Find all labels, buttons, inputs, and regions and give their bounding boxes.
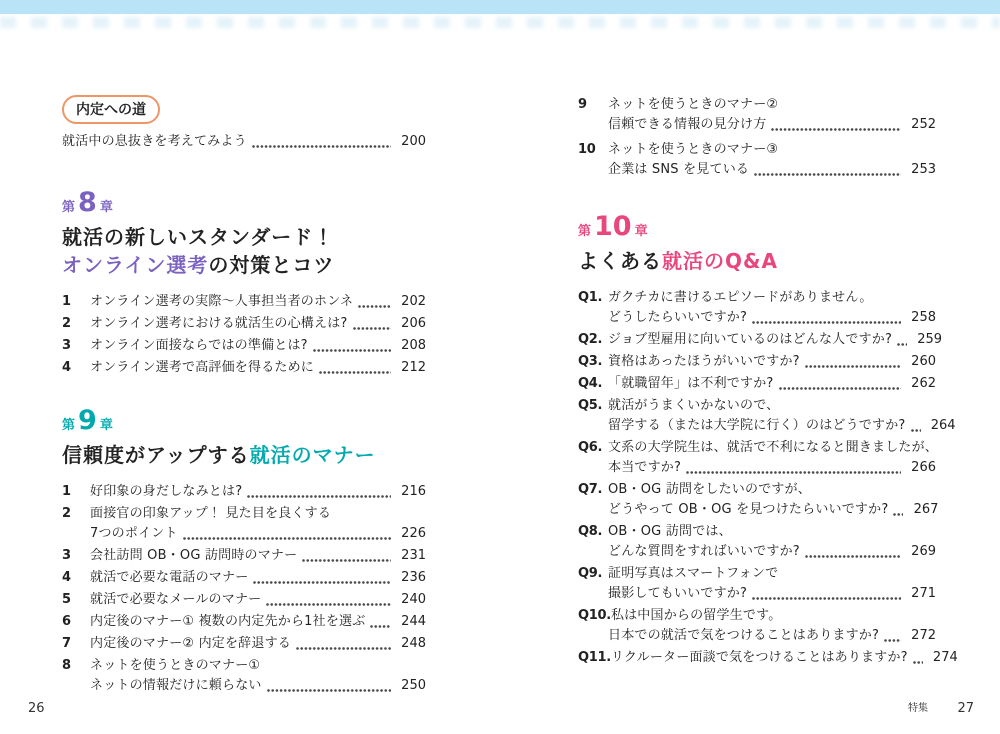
entry-title: 内定後のマナー② 内定を辞退する [90, 636, 291, 651]
entry-title: 資格はあったほうがいいですか? [608, 354, 800, 369]
entry-title: 撮影してもいいですか? [608, 586, 748, 601]
dot-leader [779, 387, 901, 390]
dot-leader [752, 597, 901, 600]
toc-entry [578, 374, 936, 394]
entry-page: 272 [911, 628, 936, 643]
entry-page: 264 [930, 418, 956, 433]
chapter-prefix: 第 [62, 200, 76, 215]
entry-title: 私は中国からの留学生です。 [610, 608, 782, 623]
entry-page: 231 [401, 548, 426, 563]
toc-entry [578, 330, 943, 350]
entry-line [578, 140, 936, 160]
entry-line [578, 564, 936, 584]
toc-entry [578, 95, 936, 135]
entry-title: 就活がうまくいかないので、 [608, 398, 780, 413]
dot-leader [302, 559, 391, 562]
toc-entry [62, 358, 426, 378]
entry-number: Q2. [578, 332, 603, 347]
entry-line [62, 656, 426, 676]
entry-page: 271 [911, 586, 936, 601]
dot-leader [754, 173, 901, 176]
entry-indent [578, 500, 608, 520]
entry-title: どうやって OB・OG を見つけたらいいですか? [608, 502, 889, 517]
entry-number: Q1. [578, 290, 603, 305]
chapter-number: 10 [594, 211, 632, 242]
dot-leader [267, 689, 391, 692]
toc-entry [578, 396, 956, 436]
chapter-suffix: 章 [99, 200, 113, 215]
entry-number: 3 [62, 338, 72, 353]
entry-line [578, 542, 936, 562]
dot-leader [253, 581, 391, 584]
toc-entry [578, 522, 936, 562]
dot-leader [805, 365, 901, 368]
entry-line [578, 95, 936, 115]
dot-leader [686, 471, 901, 474]
entry-number: Q7. [578, 482, 603, 497]
entry-number: 7 [62, 636, 72, 651]
entry-line [578, 584, 936, 604]
chapter-title-text: 就活の新しいスタンダード！ [62, 225, 335, 249]
entry-line [578, 288, 936, 308]
entry-page: 244 [401, 614, 426, 629]
entry-title: 証明写真はスマートフォンで [608, 566, 779, 581]
toc-entry [578, 352, 936, 372]
entry-line [578, 458, 936, 478]
entry-indent [578, 416, 608, 436]
section-badge: 内定への道 [62, 95, 160, 124]
entry-line [62, 524, 426, 544]
chapter-title-line1 [62, 223, 426, 251]
chapter-title-text: の対策とコツ [208, 253, 335, 277]
entry-title: オンライン選考の実際〜人事担当者のホンネ [90, 294, 354, 309]
entry-line [578, 626, 936, 646]
entry-page: 216 [401, 484, 426, 499]
toc-entry [62, 314, 426, 334]
entry-title: 信頼できる情報の見分け方 [608, 117, 767, 132]
page-top-band [0, 0, 1000, 14]
entry-title: 留学する（または大学院に行く）のはどうですか? [608, 418, 906, 433]
entry-title: リクルーター面談で気をつけることはありますか? [610, 650, 908, 665]
entry-indent [578, 584, 608, 604]
toc-entry [578, 438, 939, 478]
chapter-title-accent: オンライン選考 [62, 253, 209, 277]
entry-number: 4 [62, 570, 72, 585]
toc-entry [62, 504, 426, 544]
chapter-title-line2 [62, 251, 426, 279]
toc-entry [62, 590, 426, 610]
chapter-label [578, 212, 936, 247]
entry-title: ガクチカに書けるエピソードがありません。 [608, 290, 873, 305]
entry-title: 就活中の息抜きを考えてみよう [62, 134, 247, 149]
chapter-10-section [578, 211, 958, 668]
entry-number: 5 [62, 592, 72, 607]
dot-leader [897, 343, 907, 346]
chapter-title-accent: 就活のマナー [249, 443, 376, 467]
chapter-8-section [62, 188, 426, 378]
chapter-label [62, 406, 426, 441]
entry-line [578, 480, 936, 500]
dot-leader [183, 537, 391, 540]
entry-line [578, 522, 936, 542]
entry-page: 262 [911, 376, 936, 391]
dot-leader [296, 647, 391, 650]
entry-page: 269 [911, 544, 936, 559]
entry-title: ネットの情報だけに頼らない [90, 678, 262, 693]
entry-page: 248 [401, 636, 426, 651]
entry-title: 就活で必要な電話のマナー [90, 570, 249, 585]
chapter-suffix: 章 [99, 418, 113, 433]
entry-title: オンライン選考で高評価を得るために [90, 360, 315, 375]
entry-number: Q8. [578, 524, 603, 539]
entry-title: ネットを使うときのマナー③ [608, 142, 779, 157]
entry-title: 就活で必要なメールのマナー [90, 592, 262, 607]
entry-line [578, 416, 956, 436]
entry-indent [578, 626, 608, 646]
entry-page: 253 [911, 162, 936, 177]
entry-number: 2 [62, 316, 72, 331]
dot-leader [358, 305, 391, 308]
entry-title: ジョブ型雇用に向いているのはどんな人ですか? [608, 332, 893, 347]
entry-number: 4 [62, 360, 72, 375]
entry-line [578, 115, 936, 135]
entry-line [62, 676, 426, 696]
dot-leader [247, 495, 391, 498]
dot-leader [252, 145, 391, 148]
entry-indent [578, 115, 608, 135]
entry-page: 267 [913, 502, 939, 517]
entry-page: 258 [911, 310, 936, 325]
toc-entry [578, 140, 936, 180]
entry-title: 企業は SNS を見ている [608, 162, 750, 177]
footer-section-label: 特集 [908, 703, 928, 714]
entry-title: 7つのポイント [90, 526, 178, 541]
toc-entry [62, 336, 426, 356]
entry-title: どうしたらいいですか? [608, 310, 748, 325]
entry-line [578, 160, 936, 180]
chapter-label [62, 188, 426, 223]
toc-entry [578, 564, 936, 604]
dot-leader [353, 327, 391, 330]
toc-entry [578, 480, 939, 520]
dot-leader [884, 639, 901, 642]
entry-indent [578, 160, 608, 180]
entry-number: 1 [62, 484, 72, 499]
entry-number: Q5. [578, 398, 603, 413]
entry-number: 10 [578, 142, 596, 157]
entry-page: 212 [401, 360, 426, 375]
chapter-8-items [62, 292, 426, 378]
entry-page: 266 [911, 460, 936, 475]
right-page-column [578, 95, 958, 670]
entry-page: 208 [401, 338, 426, 353]
entry-page: 252 [911, 117, 936, 132]
toc-entry [62, 634, 426, 654]
entry-number: Q4. [578, 376, 603, 391]
entry-line [578, 438, 939, 458]
toc-entry [578, 606, 936, 646]
entry-page: 260 [911, 354, 936, 369]
toc-entry [578, 288, 936, 328]
left-page-column [62, 95, 426, 698]
chapter-9-section [62, 406, 426, 696]
entry-title: OB・OG 訪問をしたいのですが、 [608, 482, 811, 497]
toc-entry [578, 648, 958, 668]
dot-leader [913, 661, 923, 664]
dot-leader [911, 429, 921, 432]
entry-title: 内定後のマナー① 複数の内定先から1社を選ぶ [90, 614, 366, 629]
entry-number: 9 [578, 97, 587, 112]
entry-number: Q3. [578, 354, 603, 369]
entry-indent [62, 676, 90, 696]
page-number-right: 27 [957, 701, 974, 716]
entry-line [578, 500, 939, 520]
dot-leader [805, 555, 901, 558]
dot-leader [752, 321, 901, 324]
dot-leader [771, 128, 901, 131]
dot-leader [266, 603, 391, 606]
entry-number: Q11. [578, 650, 611, 665]
entry-number: Q10. [578, 608, 611, 623]
entry-page: 206 [401, 316, 426, 331]
entry-indent [578, 308, 608, 328]
toc-entry [62, 568, 426, 588]
dot-leader [893, 513, 903, 516]
entry-title: オンライン選考における就活生の心構えは? [90, 316, 348, 331]
entry-title: 日本での就活で気をつけることはありますか? [608, 628, 880, 643]
chapter-number: 8 [78, 187, 97, 218]
toc-entry [62, 612, 426, 632]
chapter-title-text: 信頼度がアップする [62, 443, 250, 467]
chapter-title-text: よくある [578, 249, 662, 273]
dot-leader [319, 371, 391, 374]
entry-number: Q6. [578, 440, 603, 455]
entry-title: 会社訪問 OB・OG 訪問時のマナー [90, 548, 298, 563]
entry-line [578, 308, 936, 328]
entry-title: 本当ですか? [608, 460, 682, 475]
entry-title: どんな質問をすればいいですか? [608, 544, 800, 559]
chapter-suffix: 章 [634, 224, 648, 239]
chapter-title [578, 247, 936, 275]
entry-indent [578, 458, 608, 478]
entry-page: 226 [401, 526, 426, 541]
entry-line [578, 396, 936, 416]
entry-title: 面接官の印象アップ！ 見た目を良くする [90, 506, 332, 521]
entry-page: 250 [401, 678, 426, 693]
entry-title: ネットを使うときのマナー① [90, 658, 261, 673]
toc-entry [62, 656, 426, 696]
toc-entry [62, 546, 426, 566]
chapter-9-items [62, 482, 426, 696]
entry-line [62, 504, 426, 524]
dot-leader [370, 625, 391, 628]
entry-title: OB・OG 訪問では、 [608, 524, 732, 539]
page-number-left: 26 [28, 701, 45, 716]
chapter-title [62, 441, 426, 469]
qa-list [578, 288, 958, 668]
entry-title: ネットを使うときのマナー② [608, 97, 779, 112]
chapter-title-accent: 就活のQ&A [662, 249, 778, 273]
entry-number: Q9. [578, 566, 603, 581]
entry-line [578, 606, 936, 626]
entry-indent [578, 542, 608, 562]
toc-entry [62, 132, 426, 152]
entry-page: 274 [932, 650, 958, 665]
toc-entry [62, 482, 426, 502]
dot-leader [313, 349, 391, 352]
print-bleed-pattern [0, 17, 1000, 28]
entry-page: 202 [401, 294, 426, 309]
entry-page: 236 [401, 570, 426, 585]
toc-entry [62, 292, 426, 312]
entry-number: 8 [62, 658, 72, 673]
entry-indent [62, 524, 90, 544]
entry-title: 「就職留年」は不利ですか? [608, 376, 774, 391]
entry-page: 259 [917, 332, 943, 347]
chapter-number: 9 [78, 405, 97, 436]
entry-title: 好印象の身だしなみとは? [90, 484, 243, 499]
chapter-prefix: 第 [578, 224, 592, 239]
entry-number: 2 [62, 506, 72, 521]
entry-page: 200 [401, 134, 426, 149]
entry-number: 6 [62, 614, 72, 629]
chapter-prefix: 第 [62, 418, 76, 433]
entry-number: 3 [62, 548, 72, 563]
entry-title: オンライン面接ならではの準備とは? [90, 338, 308, 353]
entry-title: 文系の大学院生は、就活で不利になると聞きましたが、 [608, 440, 939, 455]
entry-page: 240 [401, 592, 426, 607]
entry-number: 1 [62, 294, 72, 309]
